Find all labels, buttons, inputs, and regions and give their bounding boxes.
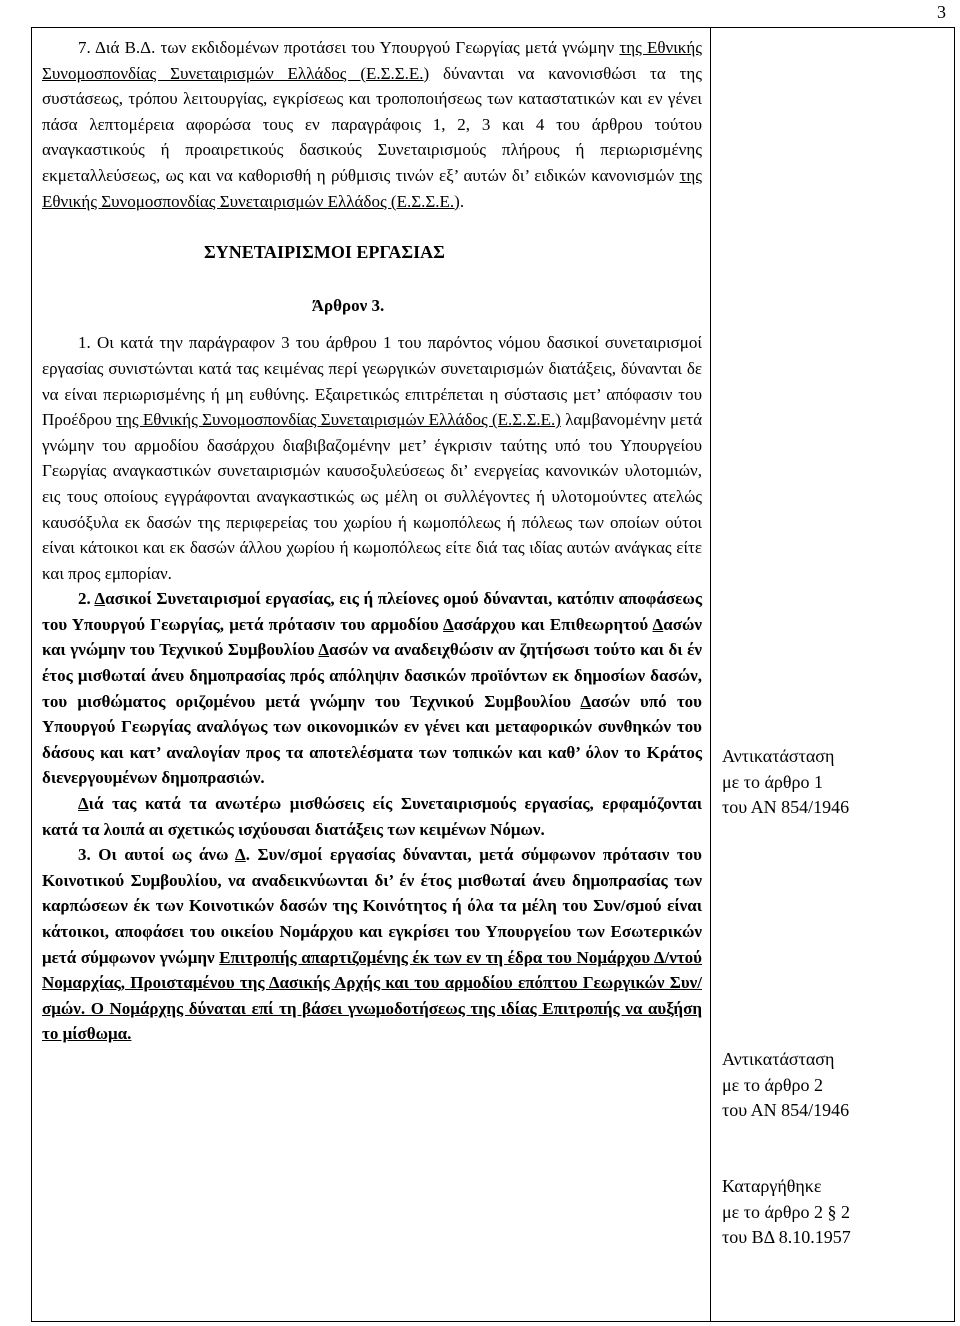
main-text-column: [42, 35, 702, 1047]
paragraph-1: 1. Οι κατά την παράγραφον 3 του άρθρου 1 του παρόντος νόμου δασικοί συνεταιρισμοί εργασίας συνιστώνται κατά τας κειμένας περί γεωργικών συνεταιρισμών διατάξεις, δύνανται δε να είναι περιωρισμένης ή μη ευθύνης. Εξαιρετικώς επιτρέπεται η σύστασις μετ’ απόφασιν του Προέδρου της Εθνικής Συνομοσπονδίας Συνεταιρισμών Ελλάδος (Ε.Σ.Σ.Ε.) λαμβανομένην μετά γνώμην του αρμοδίου δασάρχου διαβιβαζομένην μετ’ έγκρισιν ταύτης υπό του Υπουργείου Γεωργίας αναγκαστικών συνεταιρισμών καυσοξυλεύσεως δι’ ενεργείας κανονικών υλοτομιών, εις τους οποίους εγγράφονται αναγκαστικώς ως μέλη οι συλλέγοντες ή υλοτομούντες ατελώς καυσόξυλα εκ δασών της περιφερείας του χωρίου ή κωμοπόλεως ή πόλεως των οποίων ούτοι είναι κάτοικοι και εκ δασών άλλου χωρίου ή κωμοπόλεως είτε διά τας ιδίας αυτών ανάγκας είτε και προς εμπορίαν.: [42, 333, 703, 583]
paragraph-3: 3. Οι αυτοί ως άνω Δ. Συν/σμοί εργασίας δύνανται, μετά σύμφωνον πρότασιν του Κοινοτικού Συμβουλίου, να αναδεικνύωνται δι’ έν έτος μισθωταί άνευ δημοπρασίας των καρπώσεων έκ των Κοινοτικών δασών της Κοινότητος ή όλα τα μέλη του Συν/σμού είναι κάτοικοι, αποφάσει του οικείου Νομάρχου και εγκρίσει του Υπουργείου των Εσωτερικών μετά σύμφωνον γνώμην Επιτροπής απαρτιζομένης έκ των εν τη έδρα του Νομάρχου Δ/ντού Νομαρχίας, Προισταμένου της Δασικής Αρχής και του αρμοδίου επόπτου Γεωργικών Συν/σμών. Ο Νομάρχης δύναται επί τη βάσει γνωμοδοτήσεως της ιδίας Επιτροπής να αυξήση το μίσθωμα.: [42, 845, 702, 1044]
article-title: Άρθρον 3.: [311, 295, 385, 315]
paragraph-7: 7. Διά Β.Δ. των εκδιδομένων προτάσει του Υπουργού Γεωργίας μετά γνώμην της Εθνικής Συνομοσπονδίας Συνεταιρισμών Ελλάδος (Ε.Σ.Σ.Ε.) δύνανται να κανονισθώσι τα της συστάσεως, τρόπου λειτουργίας, εγκρίσεως και τροποποιήσεως των καταστατικών και εν γένει πάσα λεπτομέρεια αφορώσα τους εν παραγράφοις 1, 2, 3 και 4 του άρθρου τούτου αναγκαστικούς ή προαιρετικούς δασικούς Συνεταιρισμούς πλήρους ή περιωρισμένης εκμεταλλεύσεως, ως και να καθορισθή η ρύθμισις τινών εξ’ αυτών δι’ ειδικών κανονισμών της Εθνικής Συνομοσπονδίας Συνεταιρισμών Ελλάδος (Ε.Σ.Σ.Ε.).: [42, 38, 703, 211]
paragraph-2b: Διά τας κατά τα ανωτέρω μισθώσεις είς Συνεταιρισμούς εργασίας, ερφαμόζονται κατά τα λοιπά αι σχετικώς ισχύουσαι διατάξεις των κειμένων Νόμων.: [42, 794, 702, 839]
document-table: [31, 27, 955, 1322]
page-number: 3: [937, 2, 946, 22]
column-divider: [710, 28, 711, 1321]
section-heading: ΣΥΝΕΤΑΙΡΙΣΜΟΙ ΕΡΓΑΣΙΑΣ: [204, 242, 445, 263]
margin-note-2: Αντικατάσταση με το άρθρο 2 του ΑΝ 854/1946: [722, 1049, 850, 1121]
paragraph-2: 2. Δασικοί Συνεταιρισμοί εργασίας, εις ή πλείονες ομού δύνανται, κατόπιν αποφάσεως του Υπουργού Γεωργίας, μετά πρότασιν του αρμοδίου Δασάρχου και Επιθεωρητού Δασών και γνώμην του Τεχνικού Συμβουλίου Δασών να αναδειχθώσιν αν ζητήσωσι τούτο και δι έν έτος μισθωταί άνευ δημοπρασίας πρός απόληψιν δασικών προϊόντων εκ δημοσίων δασών, του μισθώματος οριζομένου μετά γνώμην του Τεχνικού Συμβουλίου Δασών υπό του Υπουργού Γεωργίας αναλόγως των οικονομικών εν γένει και μεταφορικών συνθηκών του δάσους και κατ’ αναλογίαν προς τα αποτελέσματα των τοπικών και καθ’ όλον το Κράτος διενεργουμένων δημοπρασιών.: [42, 589, 703, 788]
margin-note-1: Αντικατάσταση με το άρθρο 1 του ΑΝ 854/1946: [722, 746, 850, 818]
margin-note-3: Καταργήθηκε με το άρθρο 2 § 2 του ΒΔ 8.10.1957: [722, 1176, 851, 1248]
